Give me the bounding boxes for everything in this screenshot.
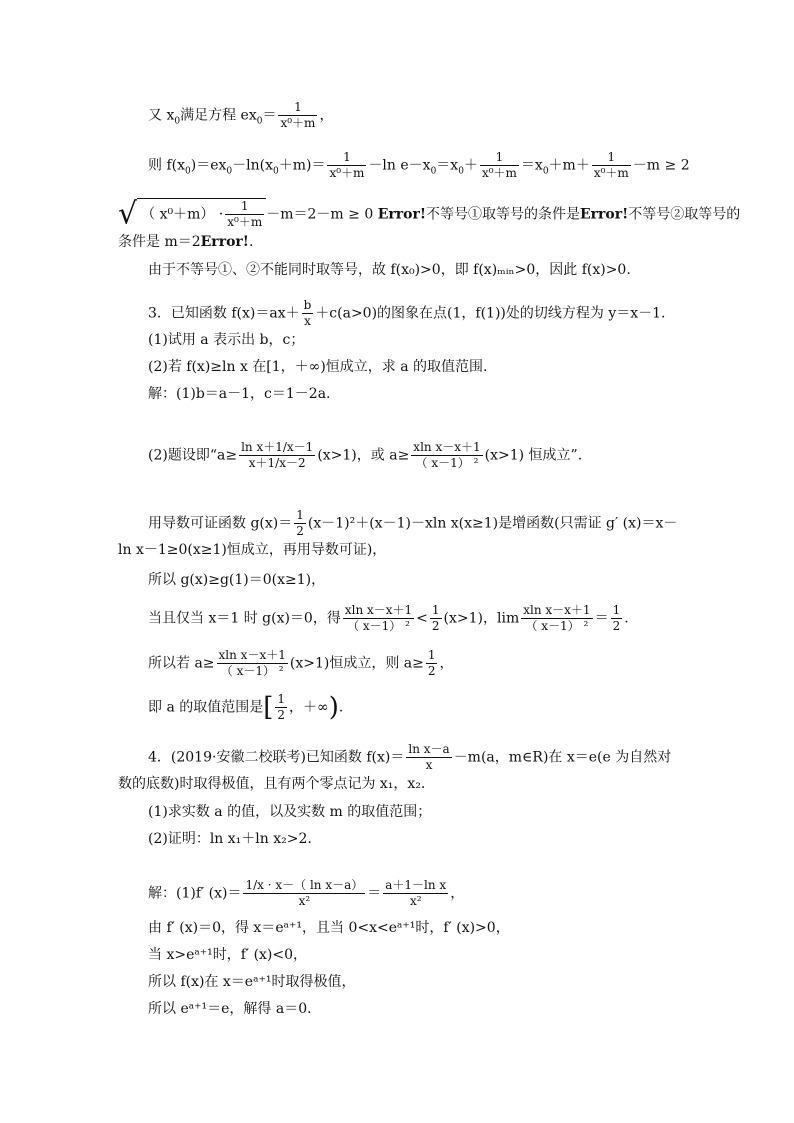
fraction: $\frac{b}{x}$	[303, 298, 312, 328]
fraction: $\frac{1}{2}$	[277, 692, 286, 722]
radical-sign: √	[118, 196, 138, 232]
error-text: Error!	[377, 206, 426, 223]
fraction: $\frac{1}{\text{x⁰＋m}}$	[227, 199, 263, 229]
equation-line-10: (2)题设即“a≥ $\frac{\text{ln x＋1/x－1}}{x+1/x-2}$ (x>1)，或 a≥ $\frac{\text{xln x－x＋1}}{\text{（ x－1） ²}}$ (x>1) 恒成立”.	[148, 440, 583, 470]
equation-line-15: 所以若 a≥ $\frac{\text{xln x－x＋1}}{\text{（ x－1） ²}}$ (x>1)恒成立，则 a≥ $\frac{1}{2}$ ，	[148, 648, 454, 678]
text-line-25: 所以 eᵃ⁺¹＝e，解得 a＝0.	[148, 1001, 312, 1017]
text-line-24: 所以 f(x)在 x＝eᵃ⁺¹时取得极值，	[148, 974, 356, 990]
equation-line-3: √ （ x⁰＋m） · $\frac{1}{\text{x⁰＋m}}$ －m＝2－m ≥ 0 Error!不等号①取等号的条件是Error!不等号②取等号的	[118, 196, 741, 232]
equation-line-16: 即 a 的取值范围是[ $\frac{1}{2}$ ，＋∞).	[148, 692, 344, 723]
fraction: $\frac{\text{xln x－x＋1}}{\text{（ x－1） ²}}$	[413, 440, 481, 470]
fraction: $\frac{1}{\text{x⁰＋m}}$	[280, 100, 316, 130]
text-line-13: 所以 g(x)≥g(1)＝0(x≥1)，	[148, 572, 326, 588]
problem-3-statement: 3．已知函数 f(x)＝ax＋ $\frac{b}{x}$ ＋c(a>0)的图象在点(1，f(1))处的切线方程为 y＝x－1.	[148, 298, 666, 328]
text: ＝	[262, 107, 277, 124]
text-line-9: 解：(1)b＝a－1，c＝1－2a.	[148, 386, 331, 402]
error-text: Error!	[200, 234, 249, 250]
equation-line-11: 用导数可证函数 g(x)＝ $\frac{1}{2}$ (x－1)²＋(x－1)－xln x(x≥1)是增函数(只需证 g′ (x)＝x－	[148, 508, 678, 538]
fraction: $\frac{1}{2}$	[431, 603, 440, 633]
fraction: $\frac{1}{2}$	[296, 508, 304, 538]
fraction: $\frac{1}{2}$	[612, 603, 621, 633]
text-line-5: 由于不等号①、②不能同时取等号，故 f(x₀)>0，即 f(x)ₘᵢₙ>0，因此 f(x)>0.	[148, 262, 631, 278]
text-line-20: (2)证明：ln x₁＋ln x₂>2.	[148, 831, 312, 847]
text-line-8: (2)若 f(x)≥ln x 在[1，＋∞)恒成立，求 a 的取值范围.	[148, 359, 488, 375]
fraction: $\frac{1}{\text{x⁰＋m}}$	[593, 150, 629, 180]
fraction: $\frac{\text{xln x－x＋1}}{\text{（ x－1） ²}}$	[344, 603, 413, 633]
problem-4-statement: 4．(2019·安徽二校联考)已知函数 f(x)＝ $\frac{\text{ln x－a}}{x}$ －m(a，m∈R)在 x＝e(e 为自然对	[148, 742, 672, 772]
text: ，	[319, 107, 334, 124]
fraction: $\frac{1}{2}$	[427, 648, 436, 678]
fraction: $\frac{\text{a＋1－ln x}}{\text{x²}}$	[385, 878, 447, 908]
text-line-22: 由 f′ (x)＝0，得 x＝eᵃ⁺¹，且当 0<x<eᵃ⁺¹时，f′ (x)>0，	[148, 920, 510, 936]
text-line-7: (1)试用 a 表示出 b，c；	[148, 332, 305, 348]
fraction: $\frac{\text{xln x－x＋1}}{\text{（ x－1） ²}}$	[523, 603, 591, 633]
fraction: $\frac{1}{\text{x⁰＋m}}$	[329, 150, 365, 180]
fraction: $\frac{1}{\text{x⁰＋m}}$	[481, 150, 517, 180]
text: 又 x	[148, 107, 175, 124]
fraction: $\frac{\text{ln x＋1/x－1}}{x+1/x-2}$	[241, 440, 314, 470]
text-line-23: 当 x>eᵃ⁺¹时，f′ (x)<0，	[148, 947, 308, 963]
equation-line-21: 解：(1)f′ (x)＝ $\frac{\text{1/x · x－（ ln x－a）}}{\text{x²}}$ ＝ $\frac{\text{a＋1－ln x}}{\text{x²}}$ ，	[148, 878, 465, 908]
radicand: （ x⁰＋m） · $\frac{1}{\text{x⁰＋m}}$	[137, 198, 266, 230]
fraction: $\frac{\text{1/x · x－（ ln x－a）}}{\text{x²}}$	[245, 878, 364, 908]
text: 满足方程 ex	[180, 107, 257, 124]
fraction: $\frac{\text{ln x－a}}{x}$	[408, 742, 450, 772]
left-bracket: [	[263, 692, 274, 723]
equation-line-2: 则 $f(x_0)=ex_0-\ln(x_0+m)=$ $\frac{1}{\text{x⁰＋m}}$ －ln $e-x_0=x_0+$ $\frac{1}{\text{x⁰＋m}}$ $=x_0+m+$ $\frac{1}{\text{x⁰＋m}}$ －m ≥ 2	[148, 150, 690, 180]
fraction: $\frac{\text{xln x－x＋1}}{\text{（ x－1） ²}}$	[218, 648, 286, 678]
text-line-19: (1)求实数 a 的值，以及实数 m 的取值范围；	[148, 804, 432, 820]
right-paren: )	[328, 692, 339, 723]
equation-line-1: 又 $x_0$满足方程 $ex_0=$ $\frac{1}{\text{x⁰＋m}}$ ，	[148, 100, 334, 130]
text-line-12: ln x－1≥0(x≥1)恒成立，再用导数可证)，	[118, 542, 387, 558]
error-text: Error!	[579, 206, 629, 223]
text-line-18: 数的底数)时取得极值，且有两个零点记为 x₁，x₂.	[118, 776, 426, 792]
text-line-4: 条件是 m＝2Error!.	[118, 234, 254, 250]
equation-line-14: 当且仅当 x＝1 时 g(x)＝0，得 $\frac{\text{xln x－x＋1}}{\text{（ x－1） ²}}$ < $\frac{1}{2}$ (x>1)，lim $\frac{\text{xln x－x＋1}}{\text{（ x－1） ²}}$ ＝ $\frac{1}{2}$ .	[148, 603, 629, 633]
